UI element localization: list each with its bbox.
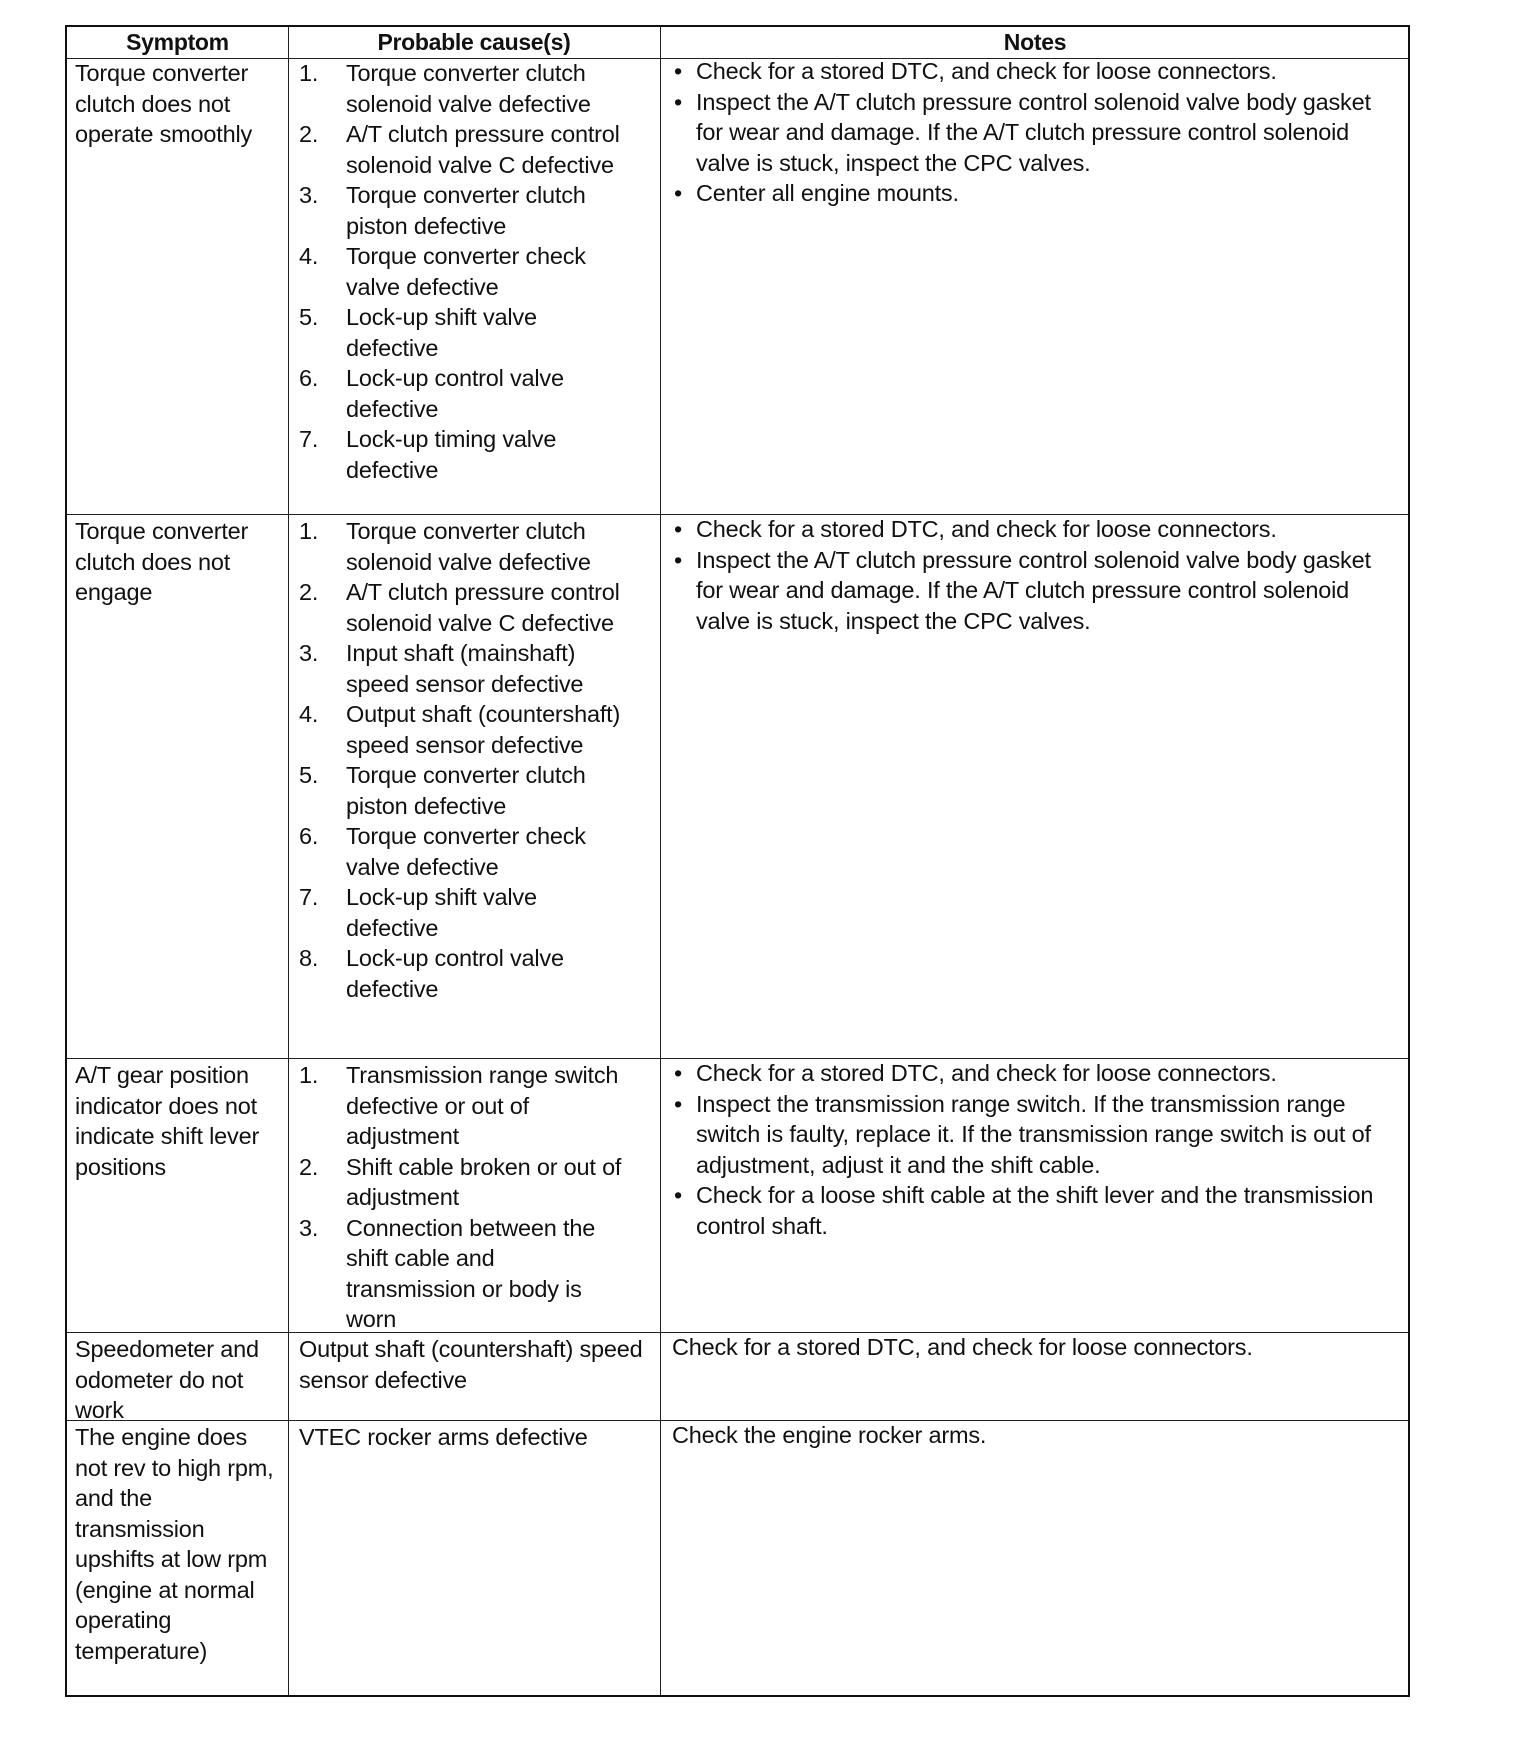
cause-text: Torque converter clutch solenoid valve defective — [346, 60, 591, 117]
cause-number: 2. — [299, 121, 319, 147]
notes-cell — [672, 56, 1392, 209]
note-item — [672, 1180, 1392, 1241]
cause-number: 3. — [299, 640, 319, 666]
cause-text: Torque converter clutch solenoid valve defective — [346, 518, 591, 575]
note-cell: Check for a stored DTC, and check for loose connectors. — [672, 1334, 1253, 1360]
cause-item — [299, 638, 704, 699]
cause-number: 5. — [299, 304, 319, 330]
cause-text: Transmission range switch defective or out of adjustment — [346, 1062, 619, 1149]
header-symptom: Symptom — [126, 29, 229, 55]
cause-text: Torque converter clutch piston defective — [346, 762, 586, 819]
cause-text: Connection between the shift cable and transmission or body is worn — [346, 1214, 596, 1332]
symptom-cell: Torque converter clutch does not operate smoothly — [75, 60, 253, 147]
cause-cell: VTEC rocker arms defective — [299, 1424, 588, 1450]
bullet-icon: • — [674, 88, 683, 115]
cause-number: 7. — [299, 426, 319, 452]
header-probable-causes: Probable cause(s) — [377, 29, 571, 55]
causes-cell — [299, 516, 704, 1004]
notes-cell — [672, 1058, 1392, 1241]
cause-item — [299, 1060, 704, 1152]
cause-number: 1. — [299, 60, 319, 86]
symptom-cell: The engine does not rev to high rpm, and the transmission upshifts at low rpm (engine at normal operating temperature) — [75, 1424, 274, 1664]
cause-text: Input shaft (mainshaft) speed sensor defective — [346, 640, 584, 697]
cause-number: 1. — [299, 1062, 319, 1088]
bullet-icon: • — [674, 58, 683, 84]
cause-number: 7. — [299, 884, 319, 910]
cause-text: Output shaft (countershaft) speed sensor defective — [346, 701, 621, 758]
note-cell: Check the engine rocker arms. — [672, 1422, 987, 1448]
cause-item — [299, 882, 704, 943]
cause-text: Lock-up shift valve defective — [346, 304, 537, 361]
cause-item — [299, 821, 704, 882]
note-item — [672, 514, 1392, 545]
note-text: Check for a stored DTC, and check for loose connectors. — [696, 1060, 1277, 1086]
note-text: Check for a stored DTC, and check for loose connectors. — [696, 516, 1277, 542]
cause-text: A/T clutch pressure control solenoid valve C defective — [346, 579, 620, 636]
note-item — [672, 87, 1392, 179]
cause-number: 3. — [299, 182, 319, 208]
note-text: Check for a loose shift cable at the shift lever and the transmission control shaft. — [696, 1182, 1374, 1239]
note-item — [672, 545, 1392, 637]
causes-cell — [299, 1060, 704, 1335]
cause-number: 6. — [299, 823, 319, 849]
bullet-icon: • — [674, 1090, 683, 1117]
cause-number: 4. — [299, 243, 319, 269]
note-item — [672, 56, 1392, 87]
symptom-cell: A/T gear position indicator does not indicate shift lever positions — [75, 1062, 260, 1180]
cause-item — [299, 516, 704, 577]
bullet-icon: • — [674, 1182, 683, 1208]
cause-number: 1. — [299, 518, 319, 544]
cause-text: A/T clutch pressure control solenoid valve C defective — [346, 121, 620, 178]
notes-cell — [672, 514, 1392, 636]
cause-text: Torque converter check valve defective — [346, 823, 586, 880]
note-text: Inspect the transmission range switch. If the transmission range switch is faulty, replace it. If the transmission range switch is out of adjustment, adjust it and the shift cable. — [696, 1090, 1371, 1178]
note-item — [672, 1058, 1392, 1089]
cause-item — [299, 1213, 704, 1335]
symptom-cell: Torque converter clutch does not engage — [75, 518, 249, 605]
cause-item — [299, 760, 704, 821]
cause-item — [299, 699, 704, 760]
column-divider — [288, 27, 289, 1695]
cause-cell: Output shaft (countershaft) speed sensor defective — [299, 1336, 643, 1393]
cause-number: 5. — [299, 762, 319, 788]
note-text: Inspect the A/T clutch pressure control solenoid valve body gasket for wear and damage. If the A/T clutch pressure control solenoid valve is stuck, inspect the CPC valves. — [696, 88, 1371, 176]
cause-text: Torque converter check valve defective — [346, 243, 586, 300]
cause-text: Lock-up control valve defective — [346, 365, 564, 422]
cause-text: Lock-up timing valve defective — [346, 426, 557, 483]
cause-number: 2. — [299, 579, 319, 605]
troubleshooting-table — [65, 25, 1410, 1697]
cause-item — [299, 119, 704, 180]
cause-item — [299, 302, 704, 363]
cause-number: 8. — [299, 945, 319, 971]
cause-text: Lock-up shift valve defective — [346, 884, 537, 941]
note-item — [672, 178, 1392, 209]
bullet-icon: • — [674, 180, 683, 206]
note-item — [672, 1089, 1392, 1181]
cause-item — [299, 943, 704, 1004]
header-notes: Notes — [1003, 29, 1067, 55]
cause-text: Torque converter clutch piston defective — [346, 182, 586, 239]
cause-item — [299, 241, 704, 302]
note-text: Check for a stored DTC, and check for loose connectors. — [696, 58, 1277, 84]
cause-number: 6. — [299, 365, 319, 391]
note-text: Center all engine mounts. — [696, 180, 959, 206]
note-text: Inspect the A/T clutch pressure control solenoid valve body gasket for wear and damage. If the A/T clutch pressure control solenoid valve is stuck, inspect the CPC valves. — [696, 546, 1371, 634]
bullet-icon: • — [674, 546, 683, 573]
cause-text: Shift cable broken or out of adjustment — [346, 1153, 622, 1210]
cause-number: 4. — [299, 701, 319, 727]
cause-item — [299, 58, 704, 119]
cause-text: Lock-up control valve defective — [346, 945, 564, 1002]
cause-item — [299, 577, 704, 638]
cause-item — [299, 424, 704, 485]
symptom-cell: Speedometer and odometer do not work — [75, 1336, 259, 1423]
cause-item — [299, 180, 704, 241]
bullet-icon: • — [674, 516, 683, 542]
causes-cell — [299, 58, 704, 485]
cause-item — [299, 363, 704, 424]
cause-number: 2. — [299, 1153, 319, 1180]
cause-number: 3. — [299, 1214, 319, 1241]
cause-item — [299, 1152, 704, 1213]
bullet-icon: • — [674, 1060, 683, 1086]
